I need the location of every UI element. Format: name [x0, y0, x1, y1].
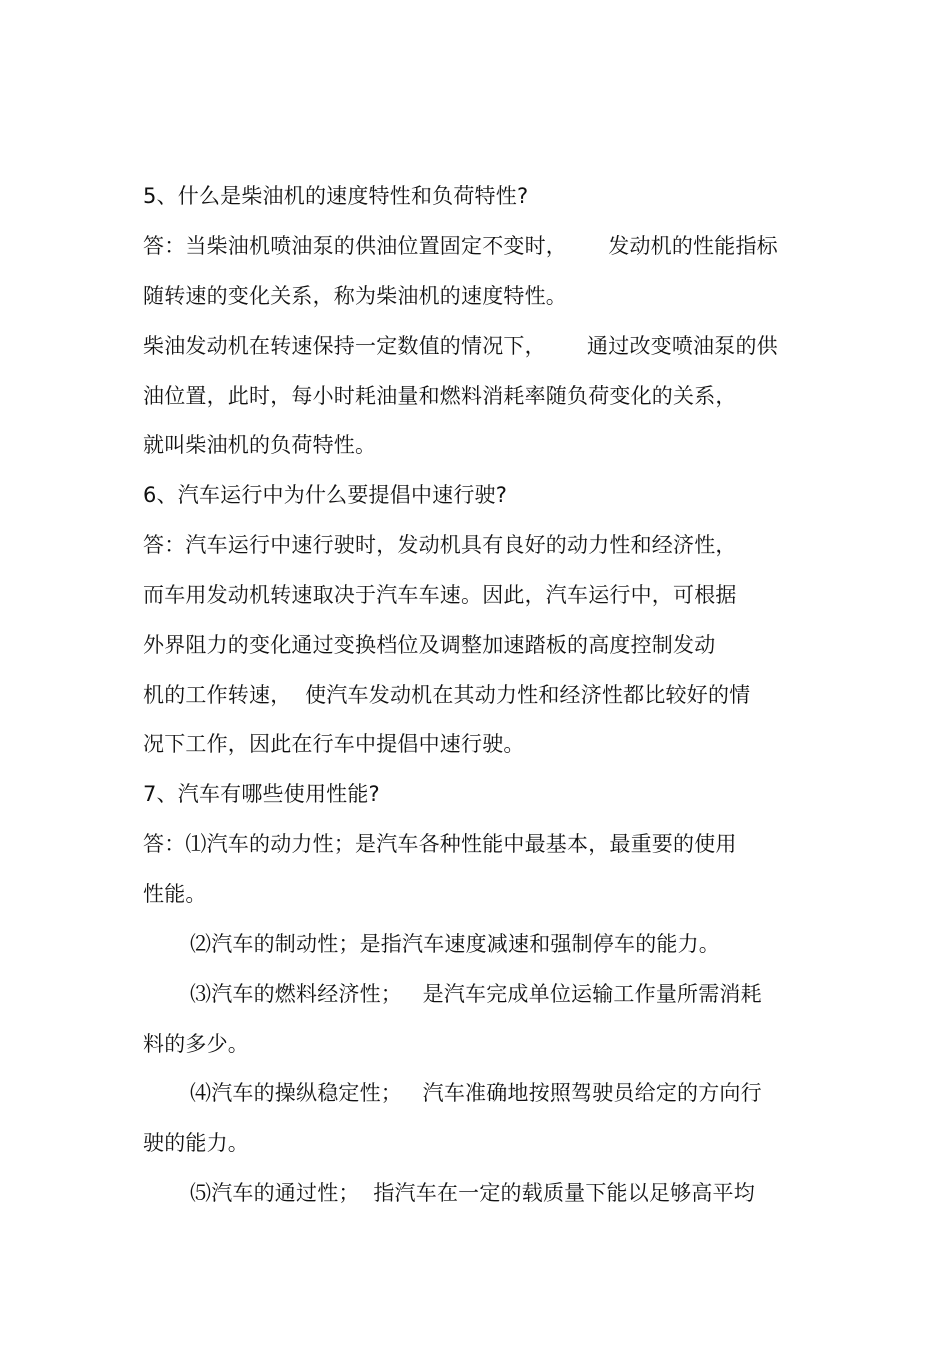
- answer-5-line-3: 柴油发动机在转速保持一定数值的情况下， 通过改变喷油泵的供: [143, 334, 778, 358]
- answer-6-line-2: 而车用发动机转速取决于汽车车速。因此，汽车运行中，可根据: [143, 583, 737, 607]
- answer-6-line-1: 答：汽车运行中速行驶时，发动机具有良好的动力性和经济性，: [143, 533, 737, 557]
- question-6-heading: 6、汽车运行中为什么要提倡中速行驶?: [143, 483, 508, 507]
- answer-7-item-3: ⑶汽车的燃料经济性； 是汽车完成单位运输工作量所需消耗: [190, 982, 762, 1006]
- answer-7-item-3-cont: 料的多少。: [143, 1032, 249, 1056]
- answer-5-line-1: 答：当柴油机喷油泵的供油位置固定不变时， 发动机的性能指标: [143, 234, 778, 258]
- question-5-heading: 5、什么是柴油机的速度特性和负荷特性?: [143, 184, 529, 208]
- answer-7-line-2: 性能。: [143, 882, 207, 906]
- answer-5-line-2: 随转速的变化关系，称为柴油机的速度特性。: [143, 284, 567, 308]
- answer-6-line-3: 外界阻力的变化通过变换档位及调整加速踏板的高度控制发动: [143, 633, 716, 657]
- answer-5-line-4: 油位置，此时，每小时耗油量和燃料消耗率随负荷变化的关系，: [143, 384, 737, 408]
- answer-7-item-5: ⑸汽车的通过性； 指汽车在一定的载质量下能以足够高平均: [190, 1181, 755, 1205]
- question-7-heading: 7、汽车有哪些使用性能?: [143, 782, 380, 806]
- answer-7-item-4-cont: 驶的能力。: [143, 1131, 249, 1155]
- answer-7-item-2: ⑵汽车的制动性；是指汽车速度减速和强制停车的能力。: [190, 932, 720, 956]
- answer-5-line-5: 就叫柴油机的负荷特性。: [143, 433, 377, 457]
- answer-6-line-5: 况下工作，因此在行车中提倡中速行驶。: [143, 732, 525, 756]
- answer-7-line-1: 答：⑴汽车的动力性；是汽车各种性能中最基本，最重要的使用: [143, 832, 737, 856]
- answer-6-line-4: 机的工作转速， 使汽车发动机在其动力性和经济性都比较好的情: [143, 683, 751, 707]
- answer-7-item-4: ⑷汽车的操纵稳定性； 汽车准确地按照驾驶员给定的方向行: [190, 1081, 762, 1105]
